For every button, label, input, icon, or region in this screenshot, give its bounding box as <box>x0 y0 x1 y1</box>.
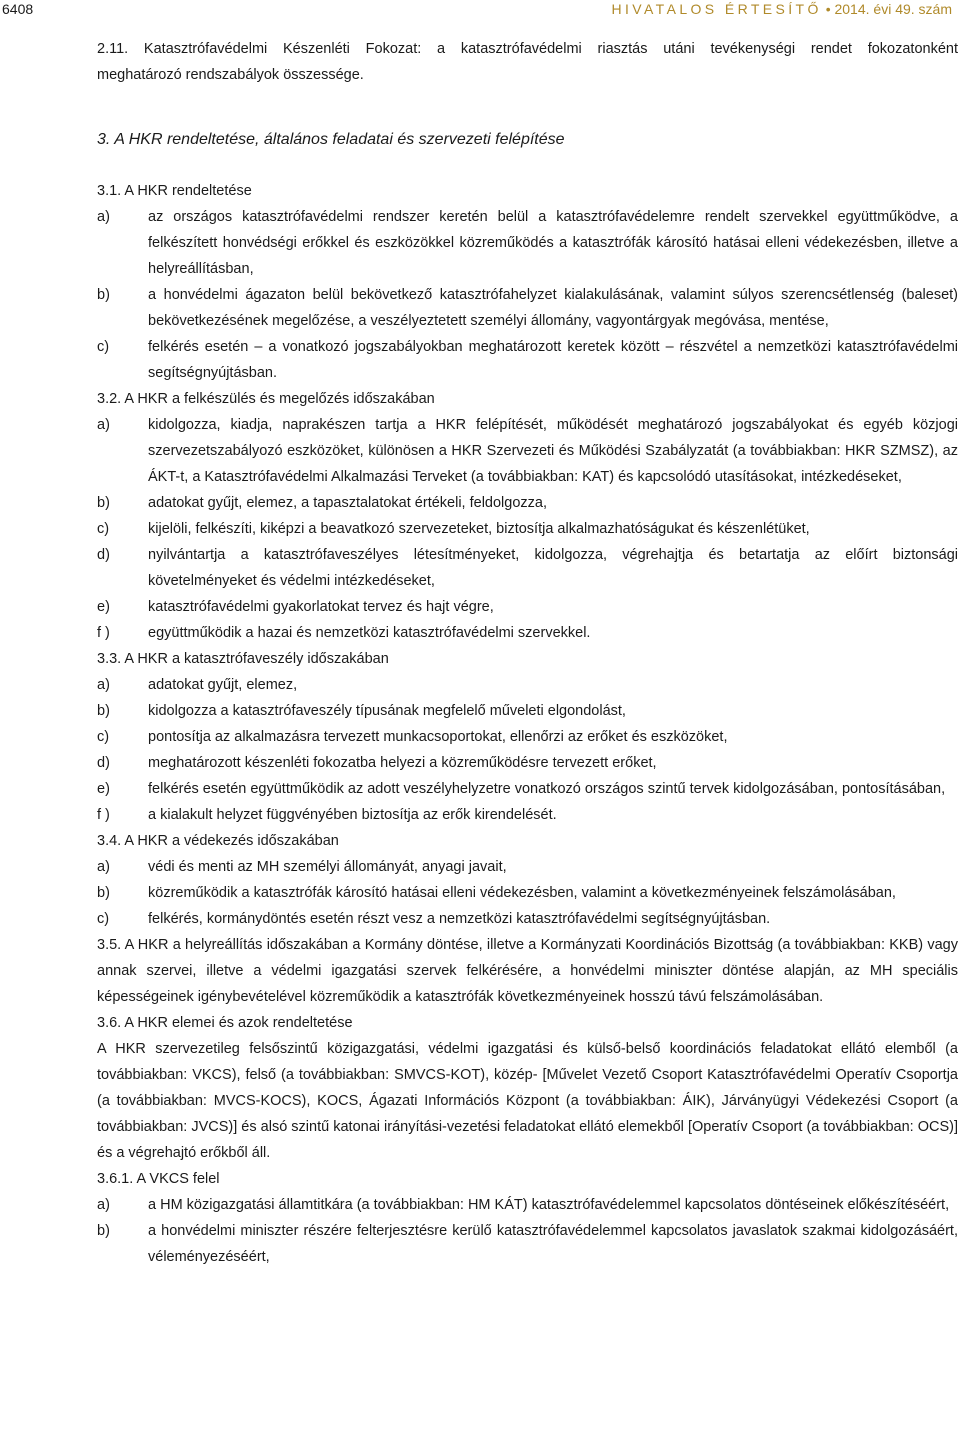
list-item <box>97 672 958 698</box>
list-item <box>97 724 958 750</box>
chapter-heading: 3. A HKR rendeltetése, általános feladatai és szervezeti felépítése <box>97 131 565 148</box>
list-item-text: felkérés esetén – a vonatkozó jogszabályokban meghatározott keretek között – részvétel a nemzetközi katasztrófavédelmi segítségnyújtásban. <box>148 339 958 381</box>
list-item <box>97 490 958 516</box>
list-item-text: a honvédelmi miniszter részére felterjesztésre kerülő katasztrófavédelemmel kapcsolatos javaslatok szakmai kidolgozásáért, véleményezéséért, <box>148 1223 958 1265</box>
list-item-text: nyilvántartja a katasztrófaveszélyes létesítményeket, kidolgozza, végrehajtja és betartatja az előírt biztonsági követelményeket és védelmi intézkedéseket, <box>148 547 958 589</box>
list-item <box>97 542 958 594</box>
list-item-label: a) <box>97 677 110 693</box>
list-item-label: a) <box>97 1197 110 1213</box>
list-item <box>97 1218 958 1270</box>
list-item-label: d) <box>97 547 110 563</box>
section-3-1 <box>97 178 958 386</box>
list-item-label: a) <box>97 209 110 225</box>
section-title: 3.4. A HKR a védekezés időszakában <box>97 833 339 849</box>
list-item-label: c) <box>97 729 110 745</box>
list-item-label: d) <box>97 755 110 771</box>
list-item <box>97 698 958 724</box>
section-3-3 <box>97 646 958 828</box>
list-item-label: e) <box>97 599 110 615</box>
list-item-label: b) <box>97 885 110 901</box>
list-item-label: c) <box>97 911 110 927</box>
list-item <box>97 776 958 802</box>
list-item <box>97 880 958 906</box>
list-item-text: felkérés esetén együttműködik az adott veszélyhelyzetre vonatkozó országos szintű tervek kidolgozásában, pontosításában, <box>148 781 946 797</box>
list-item-text: a kialakult helyzet függvényében biztosítja az erők kirendelését. <box>148 807 557 823</box>
journal-name: HIVATALOS ÉRTESÍTŐ <box>611 1 822 17</box>
list-item-text: pontosítja az alkalmazásra tervezett munkacsoportokat, ellenőrzi az erőket és eszközöket, <box>148 729 728 745</box>
list-item-text: kidolgozza, kiadja, naprakészen tartja a HKR felépítését, működését meghatározó jogszabályokat és egyéb közjogi szervezetszabályozó eszközöket, különösen a HKR Szervezeti és Működési Szabályzatát (a továbbiakban: HKR SZMSZ), az ÁKT-t, a Katasztrófavédelmi Alkalmazási Terveket (a továbbiakban: KAT) és kapcsolódó utasításokat, intézkedéseket, <box>148 417 958 485</box>
list-item-text: a honvédelmi ágazaton belül bekövetkező katasztrófahelyzet kialakulásának, valamint súlyos szerencsétlenség (baleset) bekövetkezésének megelőzése, a veszélyeztetett személyi állomány, vagyontárgyak megóvása, mentése, <box>148 287 958 329</box>
list-item-text: adatokat gyűjt, elemez, <box>148 677 298 693</box>
section-3-6-1 <box>97 1166 958 1270</box>
list-item-label: a) <box>97 859 110 875</box>
list-item-text: az országos katasztrófavédelmi rendszer keretén belül a katasztrófavédelemre rendelt szervekkel együttműködve, a felkészített honvédségi erőkkel és eszközökkel közreműködés a katasztrófák károsító hatásai elleni védekezésben, illetve a helyreállításban, <box>148 209 958 277</box>
list-item <box>97 854 958 880</box>
list-item-label: e) <box>97 781 110 797</box>
section-title: 3.2. A HKR a felkészülés és megelőzés időszakában <box>97 391 435 407</box>
list-item-text: a HM közigazgatási államtitkára (a továbbiakban: HM KÁT) katasztrófavédelemmel kapcsolatos döntéseinek előkészítéséért, <box>148 1197 950 1213</box>
list-item-label: b) <box>97 287 110 303</box>
page-number: 6408 <box>2 1 34 17</box>
section-3-2 <box>97 386 958 646</box>
issue-number: 2014. évi 49. szám <box>834 1 952 17</box>
list-item <box>97 516 958 542</box>
list-item-text: katasztrófavédelmi gyakorlatokat tervez és hajt végre, <box>148 599 494 615</box>
list-item <box>97 1192 958 1218</box>
section-paragraph: A HKR szervezetileg felsőszintű közigazgatási, védelmi igazgatási és külső-belső koordinációs feladatokat ellátó elemből (a továbbiakban: VKCS), felső (a továbbiakban: SMVCS-KOT), közép- [Művelet Vezető Csoport Katasztrófavédelmi Operatív Csoportja (a továbbiakban: MVCS-KOCS), KOCS, Ágazati Információs Központ (a továbbiakban: ÁIK), Járványügyi Védekezési Csoport (a továbbiakban: JVCS)] és alsó szintű katonai irányítási-vezetési feladatokat ellátó elemekből [Operatív Csoport (a továbbiakban: OCS)] és a végrehajtó erőkből áll. <box>97 1041 958 1161</box>
list-item-text: együttműködik a hazai és nemzetközi katasztrófavédelmi szervekkel. <box>148 625 591 641</box>
list-item <box>97 204 958 282</box>
list-item-label: b) <box>97 703 110 719</box>
journal-title <box>611 0 952 18</box>
list-item-text: kidolgozza a katasztrófaveszély típusának megfelelő műveleti elgondolást, <box>148 703 626 719</box>
list-item <box>97 334 958 386</box>
list-item-label: b) <box>97 1223 110 1239</box>
list-item-text: közreműködik a katasztrófák károsító hatásai elleni védekezésben, valamint a következményeinek felszámolásában, <box>148 885 896 901</box>
list-item-label: b) <box>97 495 110 511</box>
list-item-label: a) <box>97 417 110 433</box>
section-3-6 <box>97 1010 958 1166</box>
definition-2-11 <box>97 36 958 88</box>
list-item <box>97 282 958 334</box>
list-item-text: védi és menti az MH személyi állományát, anyagi javait, <box>148 859 507 875</box>
section-title: 3.3. A HKR a katasztrófaveszély időszakában <box>97 651 389 667</box>
list-item-text: adatokat gyűjt, elemez, a tapasztalatokat értékeli, feldolgozza, <box>148 495 547 511</box>
section-3-4 <box>97 828 958 932</box>
header-bullet: • <box>825 1 831 17</box>
section-title: 3.6. A HKR elemei és azok rendeltetése <box>97 1015 353 1031</box>
document-body <box>97 36 958 1270</box>
section-title: 3.1. A HKR rendeltetése <box>97 183 252 199</box>
intro-line-1: 2.11. Katasztrófavédelmi Készenléti Fokozat: a katasztrófavédelmi riasztás utáni tevékenységi rendet fokozatonként <box>97 41 958 57</box>
list-item-label: c) <box>97 339 110 355</box>
list-item <box>97 750 958 776</box>
list-item <box>97 620 958 646</box>
list-item-text: meghatározott készenléti fokozatba helyezi a közreműködésre tervezett erőket, <box>148 755 657 771</box>
list-item-text: felkérés, kormánydöntés esetén részt vesz a nemzetközi katasztrófavédelmi segítségnyújtásban. <box>148 911 771 927</box>
list-item <box>97 906 958 932</box>
list-item <box>97 594 958 620</box>
list-item <box>97 802 958 828</box>
page-header <box>0 0 960 22</box>
list-item-label: f ) <box>97 807 110 823</box>
section-title: 3.6.1. A VKCS felel <box>97 1171 220 1187</box>
list-item-text: kijelöli, felkészíti, kiképzi a beavatkozó szervezeteket, biztosítja alkalmazhatóságukat és készenlétüket, <box>148 521 810 537</box>
list-item-label: f ) <box>97 625 110 641</box>
intro-line-2: meghatározó rendszabályok összessége. <box>97 67 364 83</box>
list-item <box>97 412 958 490</box>
section-3-5: 3.5. A HKR a helyreállítás időszakában a Kormány döntése, illetve a Kormányzati Koordinációs Bizottság (a továbbiakban: KKB) vagy annak szervei, illetve a védelmi igazgatási szervek felkérésére, a honvédelmi miniszter döntése alapján, az MH speciális képességeinek igénybevételével közreműködik a katasztrófák következményeinek hosszú távú felszámolásában. <box>97 937 958 1005</box>
list-item-label: c) <box>97 521 110 537</box>
